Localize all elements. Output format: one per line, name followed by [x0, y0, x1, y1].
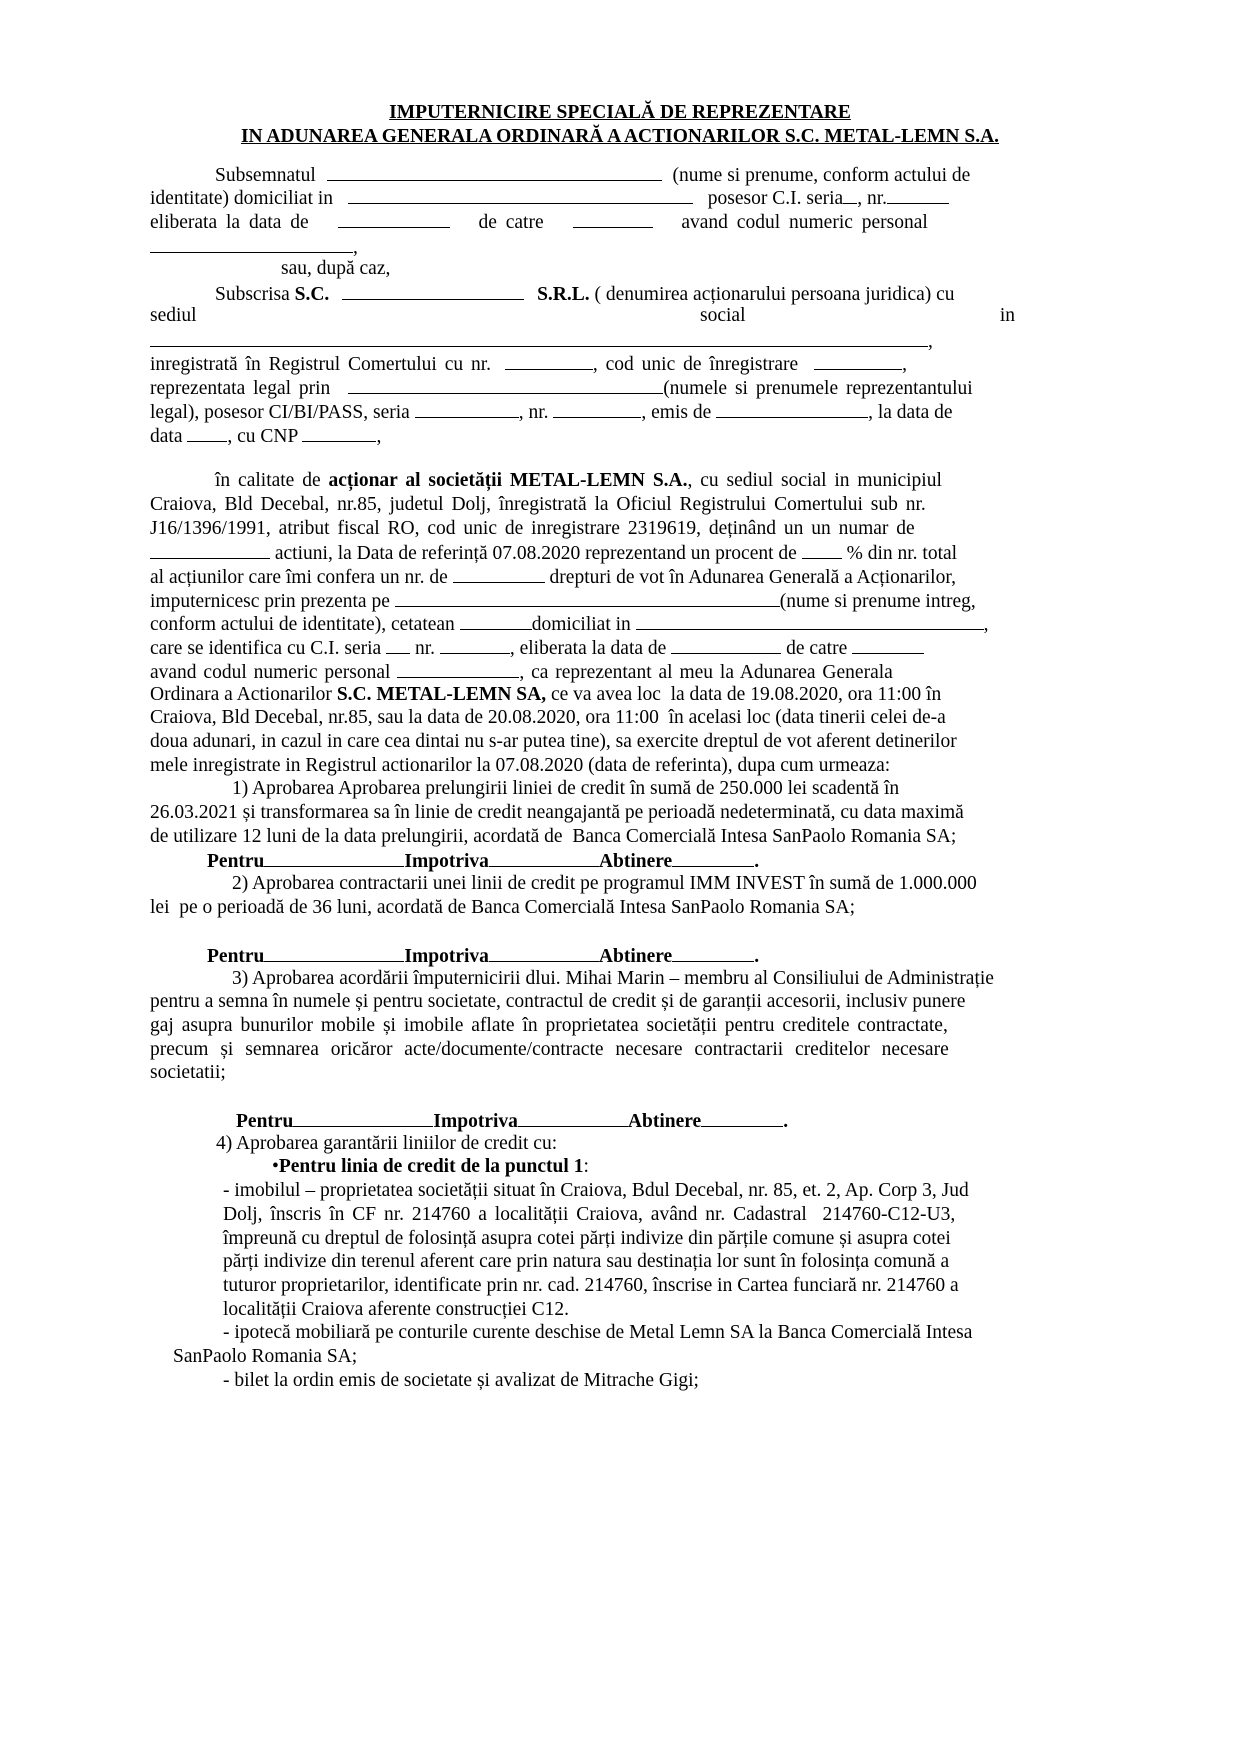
reg-number-field[interactable]: [505, 351, 593, 370]
vote-pentru-field[interactable]: [264, 848, 404, 867]
subheading-text: Pentru linia de credit de la punctul 1: [278, 1156, 584, 1177]
bullet-icon: •: [272, 1156, 279, 1177]
company-hint: ( denumirea acționarului persoana juridica) cu: [594, 284, 955, 305]
vote-impotriva-label: Impotriva: [404, 851, 489, 872]
vote-impotriva-label: Impotriva: [433, 1111, 518, 1132]
guarantee-1-line-5: tuturor proprietarilor, identificate prin nr. cad. 214760, înscrise in Cartea funciară nr. 214760 a: [223, 1275, 959, 1296]
comma: ,: [376, 426, 382, 447]
vote-abtinere-field[interactable]: [672, 848, 754, 867]
text: Ordinara a Actionarilor: [150, 684, 332, 705]
label-representative: reprezentata legal prin: [150, 378, 331, 399]
vote-impotriva-field[interactable]: [518, 1108, 628, 1127]
voting-rights-field[interactable]: [453, 564, 545, 583]
body-line-13: mele inregistrate in Registrul actionarilor la 07.08.2020 (data de referinta), dupa cum urmeaza:: [150, 755, 891, 776]
text: al acțiunilor care îmi confera un nr. de: [150, 567, 448, 588]
id-date-field[interactable]: [187, 423, 227, 442]
cnp-field[interactable]: [150, 234, 353, 253]
guarantee-1-line-2: Dolj, înscris în CF nr. 214760 a localității Craiova, având nr. Cadastral 214760-C12-U3,: [223, 1204, 956, 1225]
company-name-bold: S.C. METAL-LEMN SA,: [336, 684, 547, 705]
person-line-3: [150, 209, 928, 235]
item-3-line-2: pentru a semna în numele și pentru societate, contractul de credit și de garanții accesorii, inclusiv punere: [150, 991, 966, 1012]
label-ci-seria: posesor C.I. seria: [707, 188, 844, 209]
text: imputernicesc prin prezenta pe: [150, 591, 390, 612]
text: , eliberata la data de: [509, 638, 667, 659]
guarantee-1-line-6: localității Craiova aferente construcției C12.: [223, 1299, 569, 1320]
proxy-address-field[interactable]: [636, 611, 984, 630]
label-social: social: [700, 305, 746, 326]
document-subtitle: IN ADUNAREA GENERALA ORDINARĂ A ACTIONARILOR S.C. METAL-LEMN S.A.: [240, 126, 1000, 147]
item-1-line-1: 1) Aprobarea Aprobarea prelungirii liniei de credit în sumă de 250.000 lei scadentă în: [232, 778, 900, 799]
text: de catre: [786, 638, 848, 659]
comma: ,: [902, 354, 907, 375]
vote-pentru-label: Pentru: [207, 946, 265, 967]
label-de-catre: de catre: [478, 212, 544, 233]
period: .: [754, 946, 760, 967]
vote-impotriva-field[interactable]: [489, 943, 599, 962]
label-cnp: , cu CNP: [227, 426, 298, 447]
citizenship-field[interactable]: [460, 611, 532, 630]
guarantee-1-line-1: - imobilul – proprietatea societății situat în Craiova, Bdul Decebal, nr. 85, et. 2, Ap. Corp 3, Jud: [223, 1180, 969, 1201]
vote-row-1: [207, 848, 759, 874]
body-line-8: [150, 635, 924, 661]
vote-row-2: [207, 943, 759, 969]
issue-date-field[interactable]: [338, 209, 450, 228]
id-issuer-field[interactable]: [716, 399, 868, 418]
item-3-line-1: 3) Aprobarea acordării împuternicirii dlui. Mihai Marin – membru al Consiliului de Administrație: [232, 968, 994, 989]
text: (nume si prenume intreg,: [779, 591, 976, 612]
proxy-ci-series-field[interactable]: [386, 635, 410, 654]
proxy-ci-number-field[interactable]: [440, 635, 510, 654]
label-nr: , nr.: [518, 402, 549, 423]
document-title: IMPUTERNICIRE SPECIALĂ DE REPREZENTARE: [389, 102, 851, 123]
body-line-2: Craiova, Bld Decebal, nr.85, judetul Dolj, înregistrată la Oficiul Registrului Comertului sub nr.: [150, 494, 926, 515]
or-label: sau, după caz,: [281, 258, 391, 279]
vote-impotriva-label: Impotriva: [404, 946, 489, 967]
item-3-line-4: precum și semnarea oricăror acte/documente/contracte necesare contractarii creditelor necesare: [150, 1039, 949, 1060]
text: avand codul numeric personal: [150, 662, 391, 683]
text: domiciliat in: [531, 614, 631, 635]
shares-count-field[interactable]: [150, 540, 270, 559]
company-name-bold: acționar al societății METAL-LEMN S.A.: [328, 470, 688, 491]
text: , cu sediul social in municipiul: [687, 470, 942, 491]
company-line-7: [150, 423, 381, 449]
body-line-9: [150, 659, 893, 685]
item-3-line-3: gaj asupra bunurilor mobile și imobile aflate în proprietatea societății pentru creditele contractate,: [150, 1015, 948, 1036]
company-name-field[interactable]: [342, 281, 524, 300]
comma: ,: [983, 614, 989, 635]
item-1-line-2: 26.03.2021 și transformarea sa în linie de credit neangajantă pe perioadă nedeterminată, cu data maximă: [150, 802, 964, 823]
body-line-3: J16/1396/1991, atribut fiscal RO, cod unic de inregistrare 2319619, deținând un un numar de: [150, 518, 915, 539]
label-la-data: , la data de: [868, 402, 953, 423]
text: actiuni, la Data de referință 07.08.2020 reprezentand un procent de: [274, 543, 797, 564]
label-data: data: [150, 426, 183, 447]
label-reg-com: inregistrată în Registrul Comertului cu nr.: [150, 354, 492, 375]
company-line-2: [150, 304, 1015, 328]
company-line-5: [150, 375, 973, 401]
comma: ,: [353, 237, 358, 258]
name-hint: (nume si prenume, conform actului de: [672, 165, 971, 186]
vote-row-3: [236, 1108, 788, 1134]
guarantee-2-line-2: SanPaolo Romania SA;: [173, 1346, 358, 1367]
label-eliberata: eliberata la data de: [150, 212, 309, 233]
label-cui: , cod unic de înregistrare: [592, 354, 799, 375]
body-line-7: [150, 611, 989, 637]
guarantee-3-line-1: - bilet la ordin emis de societate și avalizat de Mitrache Gigi;: [223, 1370, 699, 1391]
ci-number-field[interactable]: [887, 185, 949, 204]
label-in: in: [999, 305, 1015, 326]
id-series-field[interactable]: [415, 399, 519, 418]
vote-abtinere-field[interactable]: [701, 1108, 783, 1127]
item-3-line-5: societatii;: [150, 1062, 226, 1083]
vote-abtinere-label: Abtinere: [627, 1111, 702, 1132]
label-nr: , nr.: [857, 188, 887, 209]
item-1-line-3: de utilizare 12 luni de la data prelungirii, acordată de Banca Comercială Intesa SanPaolo Romania SA;: [150, 826, 957, 847]
text: drepturi de vot în Adunarea Generală a Acționarilor,: [549, 567, 956, 588]
period: .: [754, 851, 760, 872]
text: , ca reprezentant al meu la Adunarea Generala: [519, 662, 893, 683]
vote-abtinere-label: Abtinere: [598, 851, 673, 872]
proxy-name-field[interactable]: [395, 588, 780, 607]
label-sc: S.C.: [294, 284, 330, 305]
item-4-subheading: [272, 1155, 589, 1179]
proxy-cnp-field[interactable]: [397, 659, 519, 678]
name-field[interactable]: [327, 162, 662, 181]
label-emis-de: , emis de: [641, 402, 712, 423]
text: conform actului de identitate), cetatean: [150, 614, 455, 635]
vote-pentru-label: Pentru: [236, 1111, 294, 1132]
body-line-4: [150, 540, 957, 566]
proxy-issuer-field[interactable]: [852, 635, 924, 654]
person-line-2: [150, 185, 949, 211]
headquarters-field[interactable]: [150, 328, 928, 347]
label-subscrisa: Subscrisa: [215, 284, 290, 305]
company-line-6: [150, 399, 953, 425]
percent-field[interactable]: [802, 540, 842, 559]
comma: ,: [928, 331, 933, 352]
vote-pentru-field[interactable]: [293, 1108, 433, 1127]
representative-field[interactable]: [348, 375, 663, 394]
period: .: [783, 1111, 789, 1132]
label-subsemnatul: Subsemnatul: [215, 165, 316, 186]
id-number-field[interactable]: [553, 399, 641, 418]
company-line-4: [150, 351, 907, 377]
label-domiciliat: identitate) domiciliat in: [150, 188, 334, 209]
body-line-12: doua adunari, in cazul in care cea dintai nu s-ar putea tine), sa exercite dreptul de vot aferent detinerilor: [150, 731, 957, 752]
text: care se identifica cu C.I. seria: [150, 638, 382, 659]
vote-abtinere-field[interactable]: [672, 943, 754, 962]
text: nr.: [414, 638, 435, 659]
cui-field[interactable]: [814, 351, 902, 370]
body-line-11: Craiova, Bld Decebal, nr.85, sau la data de 20.08.2020, ora 11:00 în acelasi loc (data tinerii celei de-a: [150, 707, 946, 728]
item-2-line-1: 2) Aprobarea contractarii unei linii de credit pe programul IMM INVEST în sumă de 1.000.000: [232, 873, 977, 894]
body-line-1: [215, 469, 942, 493]
guarantee-1-line-4: părți indivize din terenul aferent care prin natura sau destinația lor sunt în folosința comună a: [223, 1251, 950, 1272]
body-line-10: [150, 683, 941, 707]
label-id-series: legal), posesor CI/BI/PASS, seria: [150, 402, 410, 423]
body-line-5: [150, 564, 956, 590]
label-srl: S.R.L.: [537, 284, 590, 305]
vote-pentru-label: Pentru: [207, 851, 265, 872]
vote-pentru-field[interactable]: [264, 943, 404, 962]
item-4-line-1: 4) Aprobarea garantării liniilor de credit cu:: [216, 1133, 558, 1154]
label-sediul: sediul: [150, 305, 197, 326]
guarantee-2-line-1: - ipotecă mobiliară pe conturile curente deschise de Metal Lemn SA la Banca Comercială Intesa: [223, 1322, 973, 1343]
text: ce va avea loc la data de 19.08.2020, ora 11:00 în: [546, 684, 942, 705]
item-2-line-2: lei pe o perioadă de 36 luni, acordată de Banca Comercială Intesa SanPaolo Romania SA;: [150, 897, 856, 918]
text: % din nr. total: [846, 543, 958, 564]
proxy-issue-date-field[interactable]: [671, 635, 781, 654]
vote-impotriva-field[interactable]: [489, 848, 599, 867]
colon: :: [583, 1156, 589, 1177]
label-cnp: avand codul numeric personal: [681, 212, 928, 233]
representative-hint: (numele si prenumele reprezentantului: [663, 378, 973, 399]
address-field[interactable]: [348, 185, 693, 204]
text: în calitate de: [215, 470, 321, 491]
vote-abtinere-label: Abtinere: [598, 946, 673, 967]
guarantee-1-line-3: împreună cu dreptul de folosință asupra cotei părți indivize din părțile comune și asupra cotei: [223, 1228, 951, 1249]
issuer-field[interactable]: [573, 209, 653, 228]
ci-series-field[interactable]: [843, 185, 857, 204]
company-cnp-field[interactable]: [302, 423, 376, 442]
